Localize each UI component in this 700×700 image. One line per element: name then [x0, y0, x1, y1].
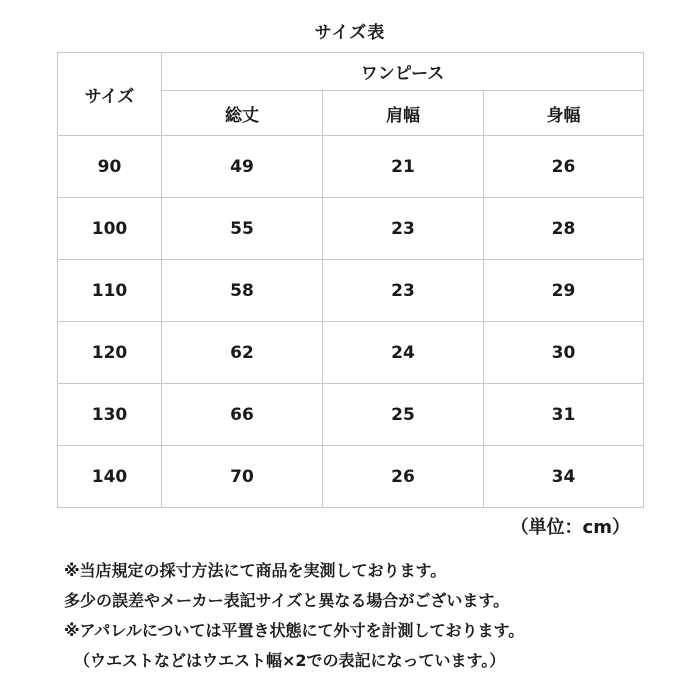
size-cell: 100: [58, 198, 162, 260]
size-column-header: サイズ: [58, 53, 162, 136]
value-cell: 55: [162, 198, 323, 260]
column-header-length: 総丈: [162, 91, 323, 136]
value-cell: 70: [162, 446, 323, 508]
value-cell: 25: [323, 384, 484, 446]
size-cell: 130: [58, 384, 162, 446]
value-cell: 21: [323, 136, 484, 198]
unit-label: （単位：cm）: [510, 517, 630, 538]
value-cell: 31: [484, 384, 644, 446]
notes: [64, 556, 524, 676]
size-cell: 110: [58, 260, 162, 322]
size-cell: 140: [58, 446, 162, 508]
table-row: [58, 260, 644, 322]
value-cell: 26: [323, 446, 484, 508]
value-cell: 26: [484, 136, 644, 198]
value-cell: 23: [323, 198, 484, 260]
note-line: （ウエストなどはウエスト幅×2での表記になっています。）: [74, 651, 506, 670]
value-cell: 30: [484, 322, 644, 384]
value-cell: 28: [484, 198, 644, 260]
value-cell: 58: [162, 260, 323, 322]
size-cell: 90: [58, 136, 162, 198]
value-cell: 49: [162, 136, 323, 198]
note-line: 多少の誤差やメーカー表記サイズと異なる場合がございます。: [64, 591, 510, 610]
value-cell: 66: [162, 384, 323, 446]
note-line: ※アパレルについては平置き状態にて外寸を計測しております。: [64, 621, 525, 640]
table-row: [58, 446, 644, 508]
value-cell: 29: [484, 260, 644, 322]
note-line: ※当店規定の採寸方法にて商品を実測しております。: [64, 561, 447, 580]
value-cell: 34: [484, 446, 644, 508]
column-header-width: 身幅: [484, 91, 644, 136]
size-table: [57, 52, 644, 508]
table-row: [58, 136, 644, 198]
column-header-shoulder: 肩幅: [323, 91, 484, 136]
value-cell: 24: [323, 322, 484, 384]
value-cell: 62: [162, 322, 323, 384]
table-row: [58, 198, 644, 260]
table-row: [58, 322, 644, 384]
garment-group-header: ワンピース: [162, 53, 644, 91]
table-row: [58, 384, 644, 446]
header-row-group: [58, 53, 644, 91]
size-cell: 120: [58, 322, 162, 384]
value-cell: 23: [323, 260, 484, 322]
page-title: サイズ表: [314, 23, 386, 43]
